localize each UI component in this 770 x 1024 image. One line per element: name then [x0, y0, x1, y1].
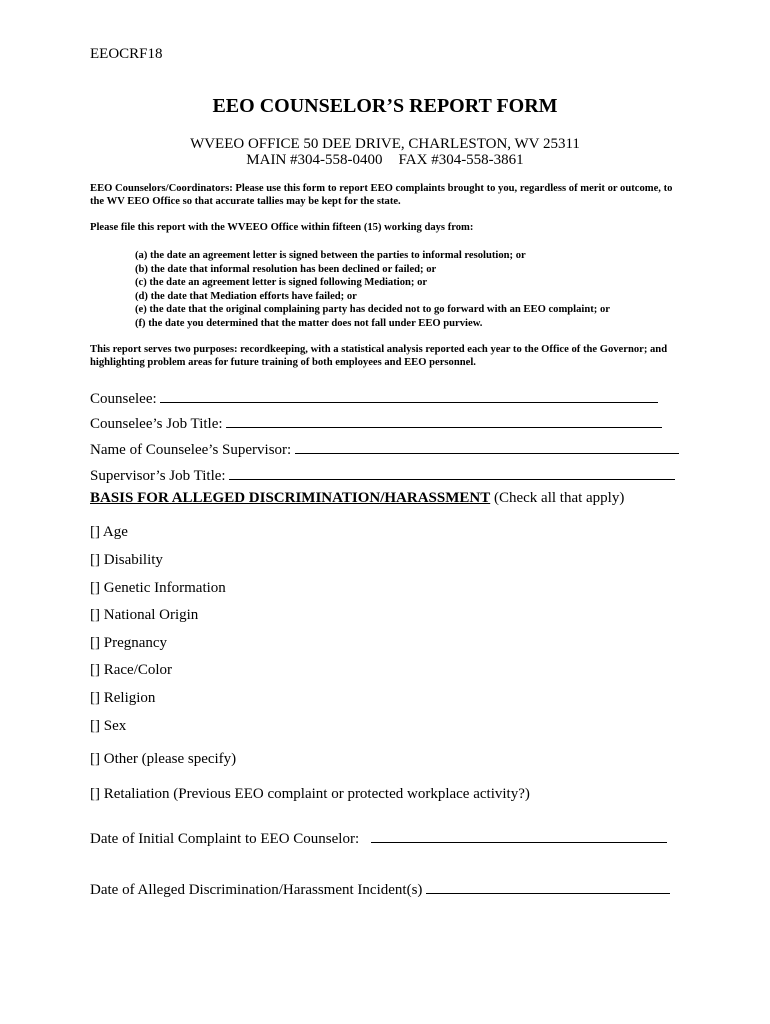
supervisor-name-field[interactable]	[90, 439, 679, 459]
checkbox-sex[interactable]: [] Sex	[90, 718, 127, 734]
counselee-input-line[interactable]	[160, 388, 658, 403]
checkbox-other[interactable]: [] Other (please specify)	[90, 751, 237, 767]
purpose-paragraph: This report serves two purposes: recordkeeping, with a statistical analysis reported each year to the Office of the Governor; and highlighting problem areas for future training of both employees and EEO personnel.	[90, 344, 668, 368]
checkbox-pregnancy[interactable]: [] Pregnancy	[90, 635, 168, 651]
checkbox-race-color[interactable]: [] Race/Color	[90, 662, 173, 678]
checkbox-retaliation[interactable]: [] Retaliation (Previous EEO complaint or protected workplace activity?)	[90, 786, 530, 802]
counselee-job-title-label: Counselee’s Job Title:	[90, 416, 223, 432]
counselee-job-title-input-line[interactable]	[226, 413, 662, 428]
counselee-label: Counselee:	[90, 391, 157, 407]
counselee-job-title-field[interactable]	[90, 413, 662, 433]
initial-complaint-date-field[interactable]	[90, 828, 667, 848]
office-phones	[0, 152, 770, 169]
checkbox-religion[interactable]: [] Religion	[90, 690, 156, 706]
initial-complaint-date-input-line[interactable]	[371, 828, 667, 843]
main-phone: MAIN #304-558-0400	[246, 152, 383, 168]
counselee-field[interactable]	[90, 388, 658, 408]
initial-complaint-date-label: Date of Initial Complaint to EEO Counselor:	[90, 831, 360, 847]
checkbox-age[interactable]: [] Age	[90, 524, 128, 540]
list-item: (a) the date an agreement letter is signed between the parties to informal resolution; or	[135, 250, 526, 261]
supervisor-job-title-label: Supervisor’s Job Title:	[90, 468, 226, 484]
list-item: (b) the date that informal resolution has been declined or failed; or	[135, 263, 437, 275]
list-item: (f) the date you determined that the matter does not fall under EEO purview.	[135, 317, 483, 329]
list-item: (c) the date an agreement letter is signed following Mediation; or	[135, 277, 428, 288]
checkbox-genetic-information[interactable]: [] Genetic Information	[90, 580, 226, 596]
basis-section-heading	[90, 490, 624, 507]
office-address: WVEEO OFFICE 50 DEE DRIVE, CHARLESTON, WV 25311	[190, 136, 580, 152]
checkbox-national-origin[interactable]: [] National Origin	[90, 607, 199, 623]
page-title: EEO COUNSELOR’S REPORT FORM	[212, 95, 558, 117]
supervisor-job-title-field[interactable]	[90, 465, 675, 485]
incident-date-label: Date of Alleged Discrimination/Harassment Incident(s)	[90, 882, 423, 898]
supervisor-name-input-line[interactable]	[295, 439, 679, 454]
checkbox-disability[interactable]: [] Disability	[90, 552, 163, 568]
basis-heading: BASIS FOR ALLEGED DISCRIMINATION/HARASSMENT	[90, 490, 491, 506]
incident-date-field[interactable]	[90, 879, 670, 899]
supervisor-name-label: Name of Counselee’s Supervisor:	[90, 442, 292, 458]
form-id: EEOCRF18	[90, 46, 163, 62]
instructions-paragraph-1: EEO Counselors/Coordinators: Please use this form to report EEO complaints brought to you, regardless of merit or outcome, to the WV EEO Office so that accurate tallies may be kept for the state.	[90, 183, 673, 207]
supervisor-job-title-input-line[interactable]	[229, 465, 675, 480]
list-item: (d) the date that Mediation efforts have failed; or	[135, 290, 357, 302]
list-item: (e) the date that the original complaining party has decided not to go forward with an EEO complaint; or	[135, 304, 610, 315]
basis-note: (Check all that apply)	[493, 490, 625, 506]
incident-date-input-line[interactable]	[426, 879, 670, 894]
deadline-list	[135, 249, 695, 330]
fax-number: FAX #304-558-3861	[398, 152, 524, 168]
instructions-paragraph-2: Please file this report with the WVEEO Office within fifteen (15) working days from:	[90, 222, 474, 233]
